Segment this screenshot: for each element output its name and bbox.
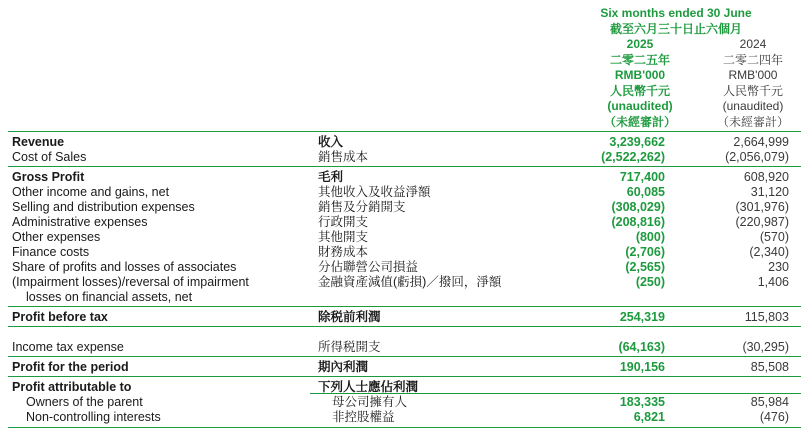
row-label-cn: 所得税開支 bbox=[318, 340, 381, 354]
row-label-en: Non-controlling interests bbox=[26, 410, 161, 424]
row-label-en: Profit attributable to bbox=[12, 380, 132, 394]
prior-unit-cn: 人民幣千元 bbox=[722, 83, 783, 98]
table-row bbox=[0, 395, 809, 410]
period-title-en: Six months ended 30 June bbox=[600, 6, 752, 20]
table-row bbox=[0, 230, 809, 245]
row-label-cn: 金融資產減值(虧損)／撥回，淨額 bbox=[318, 275, 502, 289]
footer-rule bbox=[8, 427, 801, 428]
header-rule bbox=[8, 131, 801, 132]
prior-value: 115,803 bbox=[744, 310, 789, 324]
table-row bbox=[0, 310, 809, 325]
gross-profit-rule bbox=[8, 166, 801, 167]
row-label-cn: 其他開支 bbox=[318, 230, 369, 244]
period-header bbox=[578, 6, 774, 37]
row-label-en: Selling and distribution expenses bbox=[12, 200, 195, 214]
prior-value: (570) bbox=[759, 230, 789, 244]
current-year: 2025 bbox=[626, 37, 654, 51]
row-label-en: Owners of the parent bbox=[26, 395, 143, 409]
row-label-cn: 下列人士應佔利潤 bbox=[318, 380, 419, 394]
current-value: (2,706) bbox=[625, 245, 665, 259]
table-row-continuation bbox=[0, 290, 809, 305]
prior-period-header bbox=[696, 37, 809, 130]
table-row bbox=[0, 170, 809, 185]
current-value: (2,522,262) bbox=[601, 150, 665, 164]
row-label-cn: 分佔聯營公司損益 bbox=[318, 260, 419, 274]
row-label-en: Revenue bbox=[12, 135, 65, 149]
profit-before-tax-bottom-rule bbox=[8, 326, 801, 327]
row-label-en: Other expenses bbox=[12, 230, 101, 244]
prior-status: (unaudited) bbox=[722, 99, 784, 113]
row-label-cn: 除税前利潤 bbox=[318, 310, 381, 324]
table-row bbox=[0, 135, 809, 150]
table-row bbox=[0, 215, 809, 230]
row-label-en: Other income and gains, net bbox=[12, 185, 170, 199]
current-value: 190,156 bbox=[619, 360, 665, 374]
prior-value: (2,056,079) bbox=[725, 150, 789, 164]
current-status-cn: （未經審計） bbox=[603, 114, 676, 129]
prior-value: 230 bbox=[768, 260, 789, 274]
prior-value: 1,406 bbox=[757, 275, 789, 289]
current-period-header bbox=[596, 37, 684, 130]
current-year-cn: 二零二五年 bbox=[609, 52, 670, 67]
table-row bbox=[0, 245, 809, 260]
row-label-cn: 銷售及分銷開支 bbox=[318, 200, 406, 214]
current-value: 254,319 bbox=[619, 310, 665, 324]
prior-value: 31,120 bbox=[750, 185, 789, 199]
current-status: (unaudited) bbox=[607, 99, 673, 113]
current-value: 717,400 bbox=[619, 170, 665, 184]
table-row bbox=[0, 340, 809, 355]
table-row bbox=[0, 380, 809, 395]
row-label-cn: 期內利潤 bbox=[318, 360, 369, 374]
prior-value: 608,920 bbox=[743, 170, 789, 184]
prior-value: 85,984 bbox=[750, 395, 789, 409]
current-unit-cn: 人民幣千元 bbox=[609, 83, 670, 98]
prior-year-cn: 二零二四年 bbox=[722, 52, 783, 67]
prior-unit: RMB'000 bbox=[728, 68, 778, 82]
table-row bbox=[0, 185, 809, 200]
row-label-en: (Impairment losses)/reversal of impairment bbox=[12, 275, 249, 289]
prior-value: (301,976) bbox=[735, 200, 789, 214]
current-value: (64,163) bbox=[618, 340, 665, 354]
current-value: (250) bbox=[635, 275, 665, 289]
table-row bbox=[0, 410, 809, 425]
row-label-en: Profit for the period bbox=[12, 360, 129, 374]
row-label-en: Profit before tax bbox=[12, 310, 108, 324]
row-label-en: Share of profits and losses of associates bbox=[12, 260, 237, 274]
prior-value: (30,295) bbox=[742, 340, 789, 354]
profit-before-tax-top-rule bbox=[8, 306, 801, 307]
row-label-en: Finance costs bbox=[12, 245, 90, 259]
table-row bbox=[0, 150, 809, 165]
current-value: 60,085 bbox=[626, 185, 665, 199]
row-label-cn: 其他收入及收益淨額 bbox=[318, 185, 431, 199]
row-label-cn: 財務成本 bbox=[318, 245, 369, 259]
prior-value: (476) bbox=[759, 410, 789, 424]
table-row bbox=[0, 260, 809, 275]
current-value: 6,821 bbox=[633, 410, 665, 424]
table-row bbox=[0, 360, 809, 375]
row-label-cn: 銷售成本 bbox=[318, 150, 369, 164]
prior-value: (220,987) bbox=[735, 215, 789, 229]
table-row bbox=[0, 275, 809, 290]
current-value: 183,335 bbox=[619, 395, 665, 409]
current-value: (800) bbox=[635, 230, 665, 244]
table-row bbox=[0, 200, 809, 215]
row-label-en-continued: losses on financial assets, net bbox=[26, 290, 193, 304]
row-label-cn: 母公司擁有人 bbox=[332, 395, 408, 409]
row-label-en: Income tax expense bbox=[12, 340, 124, 354]
row-label-cn: 收入 bbox=[318, 135, 344, 149]
current-value: (308,029) bbox=[611, 200, 665, 214]
current-value: (208,816) bbox=[611, 215, 665, 229]
prior-value: 2,664,999 bbox=[733, 135, 789, 149]
prior-value: (2,340) bbox=[749, 245, 789, 259]
prior-status-cn: （未經審計） bbox=[716, 114, 789, 129]
current-unit: RMB'000 bbox=[614, 68, 666, 82]
row-label-cn: 行政開支 bbox=[318, 215, 369, 229]
row-label-en: Administrative expenses bbox=[12, 215, 148, 229]
profit-for-period-top-rule bbox=[8, 356, 801, 357]
period-title-cn: 截至六月三十日止六個月 bbox=[609, 21, 742, 36]
row-label-cn: 毛利 bbox=[318, 170, 344, 184]
prior-value: 85,508 bbox=[750, 360, 789, 374]
row-label-cn: 非控股權益 bbox=[332, 410, 395, 424]
prior-year: 2024 bbox=[739, 37, 767, 51]
row-label-en: Gross Profit bbox=[12, 170, 85, 184]
current-value: 3,239,662 bbox=[609, 135, 665, 149]
row-label-en: Cost of Sales bbox=[12, 150, 87, 164]
current-value: (2,565) bbox=[625, 260, 665, 274]
profit-for-period-bottom-rule bbox=[8, 376, 801, 377]
